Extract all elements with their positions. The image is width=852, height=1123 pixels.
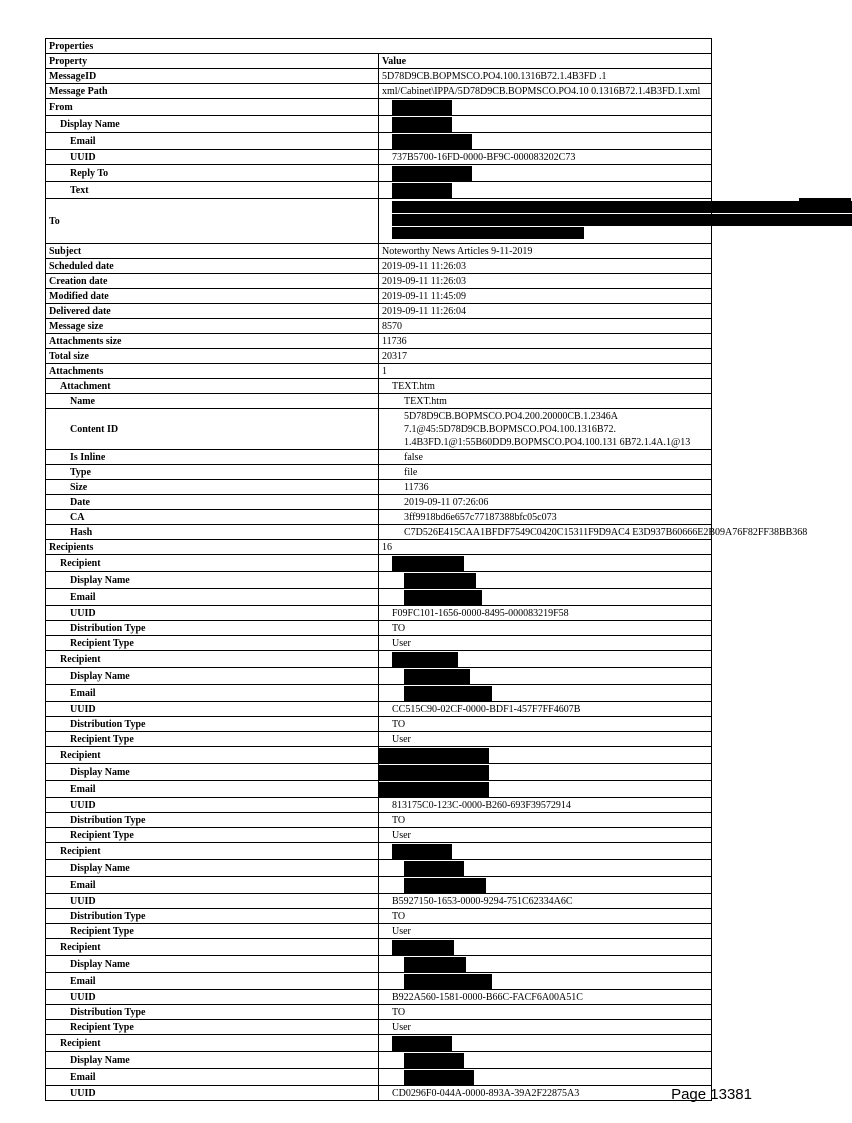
total-size-label: Total size: [46, 349, 379, 364]
recipient-label: Recipient: [46, 1035, 379, 1052]
recipient-email-label: Email: [46, 1069, 379, 1086]
attachments-size-label: Attachments size: [46, 334, 379, 349]
table-row: [46, 877, 712, 894]
reply-to-value: [379, 165, 712, 182]
table-row: [46, 973, 712, 990]
redaction-block: [404, 878, 486, 893]
table-row: [46, 182, 712, 199]
recipient-display-name-value: [379, 668, 712, 685]
redaction-block: [392, 844, 452, 859]
recipient-value: [379, 843, 712, 860]
is-inline-label: Is Inline: [46, 450, 379, 465]
table-row: [46, 133, 712, 150]
table-row: [46, 334, 712, 349]
modified-date-label: Modified date: [46, 289, 379, 304]
redaction-block: [379, 765, 489, 780]
recipient-email-label: Email: [46, 877, 379, 894]
recipient-email-label: Email: [46, 973, 379, 990]
table-row: [46, 540, 712, 555]
recipient-email-value: [379, 685, 712, 702]
recipients-label: Recipients: [46, 540, 379, 555]
from-value: [379, 99, 712, 116]
recipient-label: Recipient: [46, 843, 379, 860]
recipient-email-label: Email: [46, 685, 379, 702]
page-number: Page 13381: [671, 1086, 752, 1103]
recipient-distribution-type-value: TO: [379, 717, 712, 732]
creation-date-value: 2019-09-11 11:26:03: [379, 274, 712, 289]
subject-label: Subject: [46, 244, 379, 259]
recipient-type-label: Recipient Type: [46, 1020, 379, 1035]
recipient-display-name-label: Display Name: [46, 956, 379, 973]
ca-label: CA: [46, 510, 379, 525]
message-id-value: 5D78D9CB.BOPMSCO.PO4.100.1316B72.1.4B3FD .1: [379, 69, 712, 84]
recipient-email-value: [379, 973, 712, 990]
recipient-type-value: User: [379, 924, 712, 939]
message-path-value: xml/Cabinet\IPPA/5D78D9CB.BOPMSCO.PO4.10 0.1316B72.1.4B3FD.1.xml: [379, 84, 712, 99]
attachment-name-label: Name: [46, 394, 379, 409]
delivered-date-label: Delivered date: [46, 304, 379, 319]
recipient-type-label: Recipient Type: [46, 924, 379, 939]
from-uuid-value: 737B5700-16FD-0000-BF9C-000083202C73: [379, 150, 712, 165]
table-row: [46, 939, 712, 956]
subject-value: Noteworthy News Articles 9-11-2019: [379, 244, 712, 259]
recipient-distribution-type-label: Distribution Type: [46, 717, 379, 732]
scheduled-date-value: 2019-09-11 11:26:03: [379, 259, 712, 274]
from-display-name-label: Display Name: [46, 116, 379, 133]
recipient-display-name-label: Display Name: [46, 1052, 379, 1069]
recipient-uuid-value: 813175C0-123C-0000-B260-693F39572914: [379, 798, 712, 813]
recipient-display-name-value: [379, 572, 712, 589]
redaction-block: [392, 166, 472, 181]
recipient-uuid-label: UUID: [46, 606, 379, 621]
table-row: [46, 259, 712, 274]
table-row: [46, 525, 712, 540]
recipient-display-name-label: Display Name: [46, 860, 379, 877]
recipient-display-name-value: [379, 1052, 712, 1069]
recipient-uuid-label: UUID: [46, 1086, 379, 1101]
redaction-block: [392, 214, 852, 226]
recipients-count: 16: [379, 540, 712, 555]
table-row: [46, 828, 712, 843]
recipient-distribution-type-value: TO: [379, 621, 712, 636]
table-row: [46, 1035, 712, 1052]
table-row: [46, 1052, 712, 1069]
table-row: [46, 668, 712, 685]
table-row: [46, 480, 712, 495]
table-row: [46, 116, 712, 133]
title-row: [46, 39, 712, 54]
attachment-type-value: file: [379, 465, 712, 480]
table-row: [46, 717, 712, 732]
header-value: Value: [379, 54, 712, 69]
attachment-date-label: Date: [46, 495, 379, 510]
table-row: [46, 379, 712, 394]
table-row: [46, 304, 712, 319]
recipient-email-value: [379, 589, 712, 606]
redaction-block: [392, 183, 452, 198]
delivered-date-value: 2019-09-11 11:26:04: [379, 304, 712, 319]
recipient-display-name-label: Display Name: [46, 572, 379, 589]
recipient-type-value: User: [379, 1020, 712, 1035]
attachments-count: 1: [379, 364, 712, 379]
from-email-label: Email: [46, 133, 379, 150]
modified-date-value: 2019-09-11 11:45:09: [379, 289, 712, 304]
creation-date-label: Creation date: [46, 274, 379, 289]
total-size-value: 20317: [379, 349, 712, 364]
table-row: [46, 150, 712, 165]
hash-value: C7D526E415CAA1BFDF7549C0420C15311F9D9AC4 E3D937B60666E2B09A76F82FF38BB368: [379, 525, 712, 540]
recipient-uuid-label: UUID: [46, 702, 379, 717]
table-row: [46, 636, 712, 651]
redaction-block: [404, 573, 476, 588]
redaction-block: [392, 134, 472, 149]
table-row: [46, 349, 712, 364]
recipient-distribution-type-label: Distribution Type: [46, 909, 379, 924]
table-row: [46, 495, 712, 510]
table-row: [46, 99, 712, 116]
table-row: [46, 764, 712, 781]
table-row: [46, 450, 712, 465]
table-row: [46, 589, 712, 606]
recipient-type-value: User: [379, 828, 712, 843]
recipient-label: Recipient: [46, 651, 379, 668]
redaction-block: [392, 652, 458, 667]
redaction-block: [379, 748, 489, 763]
recipient-distribution-type-value: TO: [379, 909, 712, 924]
table-row: [46, 1086, 712, 1101]
redaction-block: [799, 198, 851, 202]
table-row: [46, 606, 712, 621]
hash-label: Hash: [46, 525, 379, 540]
table-row: [46, 956, 712, 973]
redaction-block: [392, 100, 452, 115]
content-id-value: 5D78D9CB.BOPMSCO.PO4.200.20000CB.1.2346A 7.1@45:5D78D9CB.BOPMSCO.PO4.100.1316B72. 1.4B3FD.1@1:55B60DD9.BOPMSCO.PO4.100.131 6B72.1.4A.1@13: [379, 409, 712, 450]
recipient-display-name-value: [379, 764, 712, 781]
table-row: [46, 798, 712, 813]
redaction-block: [392, 117, 452, 132]
recipient-uuid-value: CC515C90-02CF-0000-BDF1-457F7FF4607B: [379, 702, 712, 717]
recipient-type-label: Recipient Type: [46, 636, 379, 651]
from-uuid-label: UUID: [46, 150, 379, 165]
redaction-block: [404, 686, 492, 701]
table-row: [46, 860, 712, 877]
attachment-size-label: Size: [46, 480, 379, 495]
redaction-block: [404, 957, 466, 972]
table-row: [46, 1020, 712, 1035]
text-label: Text: [46, 182, 379, 199]
redaction-block: [392, 556, 464, 571]
recipient-uuid-value: B922A560-1581-0000-B66C-FACF6A00A51C: [379, 990, 712, 1005]
message-path-label: Message Path: [46, 84, 379, 99]
attachment-value: TEXT.htm: [379, 379, 712, 394]
ca-value: 3ff9918bd6e657c77187388bfc05c073: [379, 510, 712, 525]
table-row: [46, 621, 712, 636]
table-row: [46, 289, 712, 304]
message-size-value: 8570: [379, 319, 712, 334]
table-row: [46, 990, 712, 1005]
recipient-email-label: Email: [46, 589, 379, 606]
table-row: [46, 732, 712, 747]
table-row: [46, 319, 712, 334]
from-email-value: [379, 133, 712, 150]
recipient-distribution-type-label: Distribution Type: [46, 1005, 379, 1020]
table-row: [46, 510, 712, 525]
recipient-display-name-label: Display Name: [46, 668, 379, 685]
redaction-block: [392, 227, 584, 239]
redaction-block: [404, 1053, 464, 1068]
redaction-block: [404, 669, 470, 684]
recipient-type-label: Recipient Type: [46, 828, 379, 843]
table-row: [46, 364, 712, 379]
recipient-display-name-value: [379, 956, 712, 973]
redaction-block: [404, 1070, 474, 1085]
recipient-email-label: Email: [46, 781, 379, 798]
table-title: Properties: [46, 39, 712, 54]
redaction-block: [392, 940, 454, 955]
table-row: [46, 685, 712, 702]
table-row: [46, 199, 712, 244]
attachment-label: Attachment: [46, 379, 379, 394]
recipient-value: [379, 555, 712, 572]
header-property: Property: [46, 54, 379, 69]
text-value: [379, 182, 712, 199]
recipient-distribution-type-value: TO: [379, 813, 712, 828]
table-row: [46, 465, 712, 480]
table-row: [46, 572, 712, 589]
table-row: [46, 409, 712, 450]
to-label: To: [46, 199, 379, 244]
recipient-value: [379, 747, 712, 764]
recipient-email-value: [379, 781, 712, 798]
is-inline-value: false: [379, 450, 712, 465]
recipient-uuid-value: F09FC101-1656-0000-8495-000083219F58: [379, 606, 712, 621]
from-label: From: [46, 99, 379, 116]
recipient-value: [379, 939, 712, 956]
recipient-value: [379, 651, 712, 668]
recipient-type-label: Recipient Type: [46, 732, 379, 747]
table-row: [46, 909, 712, 924]
recipient-uuid-value: CD0296F0-044A-0000-893A-39A2F22875A3: [379, 1086, 712, 1101]
header-row: [46, 54, 712, 69]
recipient-display-name-label: Display Name: [46, 764, 379, 781]
table-row: [46, 843, 712, 860]
table-row: [46, 274, 712, 289]
to-value: [379, 199, 712, 244]
scheduled-date-label: Scheduled date: [46, 259, 379, 274]
table-row: [46, 747, 712, 764]
recipient-distribution-type-value: TO: [379, 1005, 712, 1020]
table-row: [46, 924, 712, 939]
recipient-label: Recipient: [46, 747, 379, 764]
table-row: [46, 84, 712, 99]
table-row: [46, 1005, 712, 1020]
attachment-date-value: 2019-09-11 07:26:06: [379, 495, 712, 510]
recipient-type-value: User: [379, 732, 712, 747]
recipient-label: Recipient: [46, 555, 379, 572]
reply-to-label: Reply To: [46, 165, 379, 182]
from-display-name-value: [379, 116, 712, 133]
table-row: [46, 69, 712, 84]
recipient-uuid-value: B5927150-1653-0000-9294-751C62334A6C: [379, 894, 712, 909]
message-size-label: Message size: [46, 319, 379, 334]
attachments-label: Attachments: [46, 364, 379, 379]
recipient-uuid-label: UUID: [46, 798, 379, 813]
redaction-block: [379, 782, 489, 797]
redaction-block: [404, 861, 464, 876]
recipient-type-value: User: [379, 636, 712, 651]
attachment-type-label: Type: [46, 465, 379, 480]
table-row: [46, 651, 712, 668]
recipient-value: [379, 1035, 712, 1052]
recipient-distribution-type-label: Distribution Type: [46, 621, 379, 636]
recipient-distribution-type-label: Distribution Type: [46, 813, 379, 828]
table-row: [46, 781, 712, 798]
recipient-label: Recipient: [46, 939, 379, 956]
message-id-label: MessageID: [46, 69, 379, 84]
table-row: [46, 894, 712, 909]
table-row: [46, 244, 712, 259]
table-row: [46, 165, 712, 182]
recipient-email-value: [379, 877, 712, 894]
table-row: [46, 555, 712, 572]
attachments-size-value: 11736: [379, 334, 712, 349]
recipient-email-value: [379, 1069, 712, 1086]
content-id-label: Content ID: [46, 409, 379, 450]
table-row: [46, 813, 712, 828]
redaction-block: [404, 974, 492, 989]
recipient-uuid-label: UUID: [46, 990, 379, 1005]
table-row: [46, 1069, 712, 1086]
table-row: [46, 702, 712, 717]
attachment-size-value: 11736: [379, 480, 712, 495]
recipient-uuid-label: UUID: [46, 894, 379, 909]
recipient-display-name-value: [379, 860, 712, 877]
redaction-block: [392, 1036, 452, 1051]
table-row: [46, 394, 712, 409]
redaction-block: [392, 201, 852, 213]
attachment-name-value: TEXT.htm: [379, 394, 712, 409]
redaction-block: [404, 590, 482, 605]
